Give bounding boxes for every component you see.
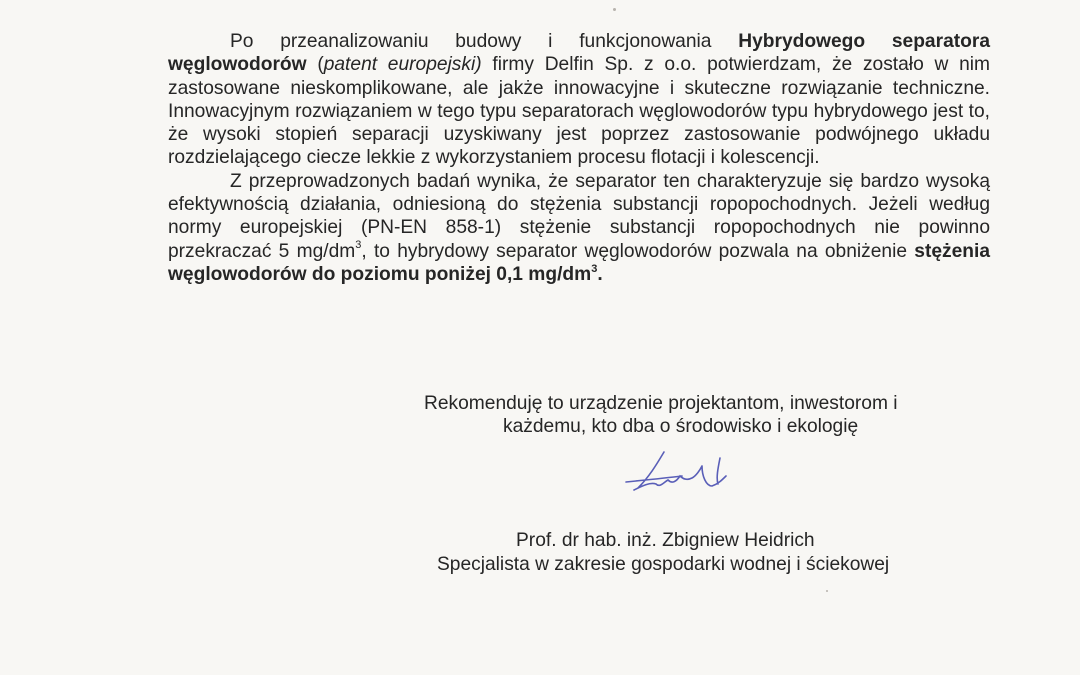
p1-text-1: Po przeanalizowaniu budowy i funkcjonowania (230, 31, 739, 52)
recommendation-line-2: każdemu, kto dba o środowisko i ekologię (503, 416, 859, 437)
p2-superscript-1: 3 (355, 239, 362, 252)
paragraph-1 (168, 30, 990, 170)
signatory-name: Prof. dr hab. inż. Zbigniew Heidrich (516, 530, 815, 551)
recommendation-line-1: Rekomenduję to urządzenie projektantom, inwestorom i (424, 393, 898, 414)
p2-bold-period: . (597, 263, 603, 285)
p2-text-1: Z przeprowadzonych badań wynika, że separator ten charakteryzuje się bardzo wysoką efektywnością działania, odniesioną do stężenia substancji ropopochodnych. Jeżeli według normy europejskiej (PN-EN 858-1) stężenie substancji ropopochodnych nie powinno przekraczać 5 mg/dm (168, 170, 990, 262)
signatory-title: Specjalista w zakresie gospodarki wodnej i ściekowej (437, 554, 890, 575)
p1-text-3: firmy Delfin Sp. z o.o. potwierdzam, że zostało w nim zastosowane nieskomplikowane, ale jakże innowacyjne i skuteczne rozwiązanie techniczne. Innowacyjnym rozwiązaniem w tego typu separatorach węglowodorów typu hybrydowego jest to, że wysoki stopień separacji uzyskiwany jest poprzez zastosowanie podwójnego układu rozdzielającego ciecze lekkie z wykorzystaniem procesu flotacji i kolescencji. (168, 54, 990, 169)
paragraph-2 (168, 170, 990, 286)
p2-superscript-2: 3 (591, 262, 598, 275)
scan-speck (826, 590, 828, 592)
p1-bold-product-name: Hybrydowego separatora węglowodorów (168, 31, 990, 76)
p1-italic-patent: patent europejski) (323, 54, 482, 76)
handwritten-signature (612, 446, 742, 506)
p2-text-2: , to hybrydowy separator węglowodorów pozwala na obniżenie (361, 240, 915, 262)
scan-speck (613, 8, 616, 11)
p1-text-2: ( (306, 54, 324, 76)
letter-body (168, 30, 990, 286)
p2-bold-concentration: stężenia węglowodorów do poziomu poniżej 0,1 mg/dm (168, 240, 991, 285)
